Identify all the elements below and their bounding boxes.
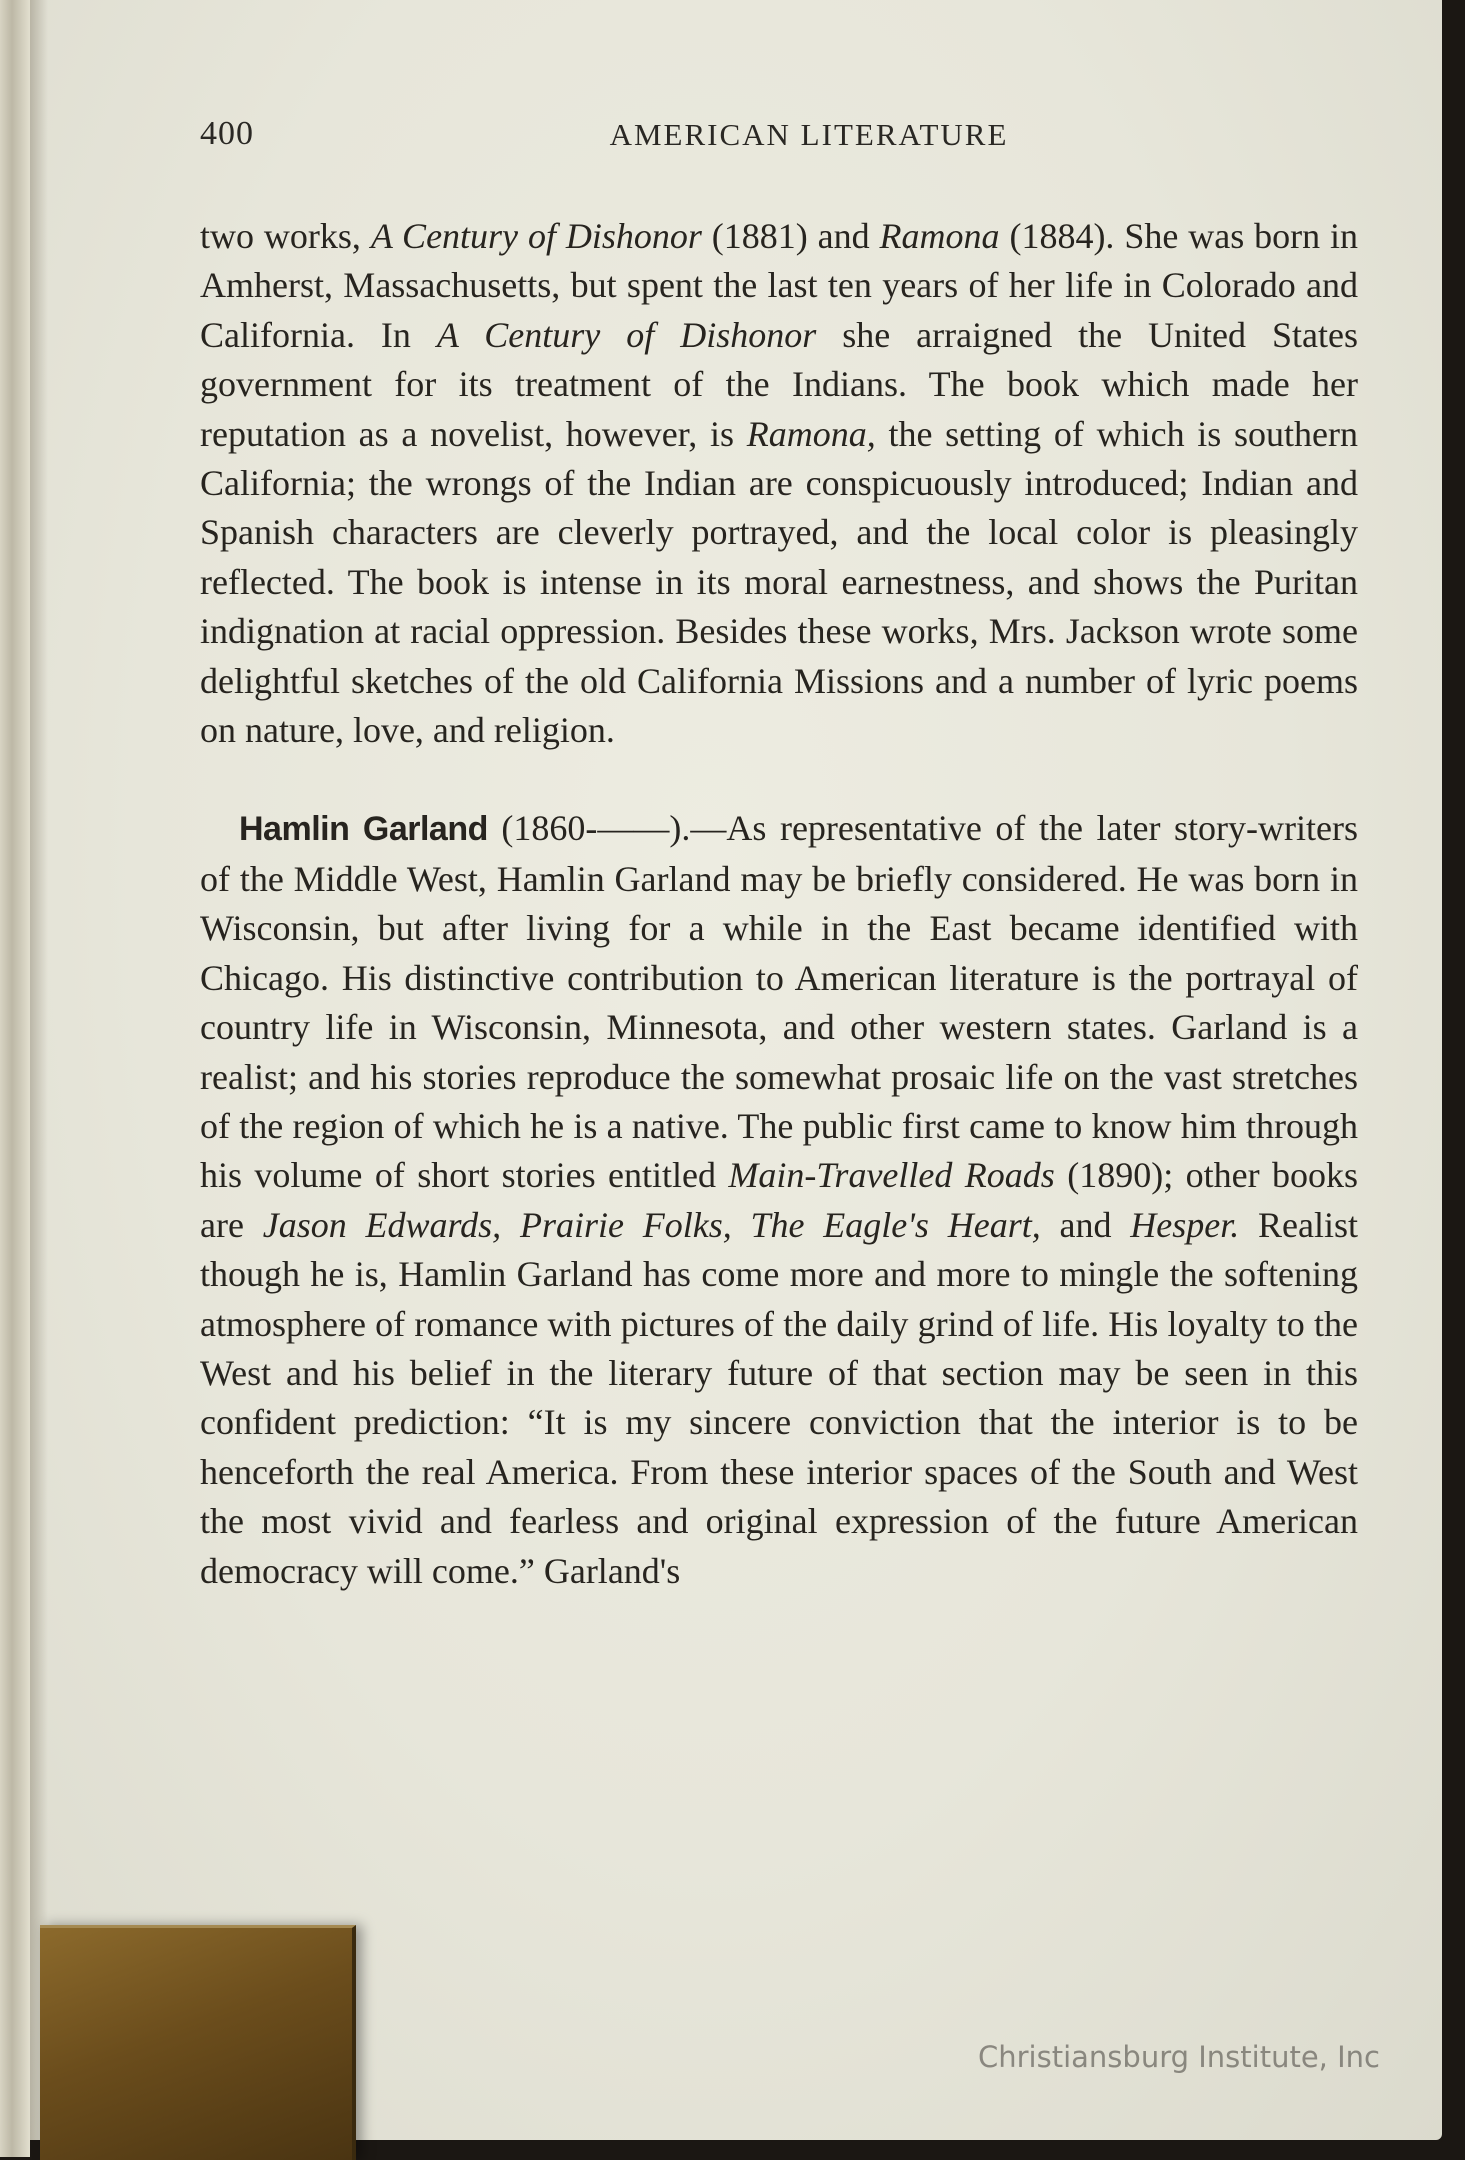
text-run: (1890); other books are xyxy=(200,1155,1359,1245)
text-run: (1881) and xyxy=(701,216,880,256)
text-run: (1884). She was born in Amherst, Massachusetts, but spent the last ten years of her life in Colorado and California. In xyxy=(200,216,1359,355)
page-number: 400 xyxy=(200,115,254,152)
running-head: AMERICAN LITERATURE xyxy=(609,117,1009,152)
book-spine-edge xyxy=(0,0,30,2157)
book-title: Ramona xyxy=(879,216,1000,256)
text-run: two works, xyxy=(200,216,371,256)
paragraph-garland xyxy=(200,804,1358,1596)
page-gutter-shadow xyxy=(30,0,48,2140)
book-title: Hesper. xyxy=(1130,1204,1240,1245)
book-title: A Century of Dishonor xyxy=(436,314,817,355)
page-header xyxy=(200,115,1358,165)
book-title: Ramona, xyxy=(746,413,876,454)
text-run: Realist though he is, Hamlin Garland has come more and more to mingle the softening atmosphere of romance with pictures of the daily grind of life. His loyalty to the West and his belief in the literary future of that section may be seen in this confident prediction: “It is my sincere conviction that the interior is to be henceforth the real America. From these interior spaces of the South and West the most vivid and fearless and original expression of the future American democracy will come.” Garland's xyxy=(200,1204,1359,1591)
text-run: she arraigned the United States government for its treatment of the Indians. The book which made her reputation as a novelist, however, is xyxy=(200,314,1358,454)
text-run: the setting of which is southern California; the wrongs of the Indian are conspicuously introduced; Indian and Spanish characters are cleverly portrayed, and the local color is pleasingly reflected. The book is intense in its moral earnestness, and shows the Puritan indignation at racial oppression. Besides these works, Mrs. Jackson wrote some delightful sketches of the old California Missions and a number of lyric poems on nature, love, and religion. xyxy=(200,413,1358,751)
author-name: Hamlin Garland xyxy=(239,810,488,849)
text-run: (1860-——).—As representative of the later story-writers of the Middle West, Hamlin Garland may be briefly considered. He was born in Wisconsin, but after living for a while in the East became identified with Chicago. His distinctive contribution to American literature is the portrayal of country life in Wisconsin, Minnesota, and other western states. Garland is a realist; and his stories reproduce the somewhat prosaic life on the vast stretches of the region of which he is a native. The public first came to know him through his volume of short stories entitled xyxy=(200,808,1359,1196)
text-run: and xyxy=(1040,1204,1131,1245)
book-title: Jason Edwards, Prairie Folks, The Eagle's Heart, xyxy=(262,1204,1041,1245)
book-title: Main-Travelled Roads xyxy=(728,1155,1055,1196)
cardboard-box-corner xyxy=(40,1925,356,2160)
body-text xyxy=(200,212,1358,1596)
watermark: Christiansburg Institute, Inc xyxy=(978,2040,1380,2074)
paragraph-jackson xyxy=(200,212,1358,755)
book-title: A Century of Dishonor xyxy=(370,216,702,256)
